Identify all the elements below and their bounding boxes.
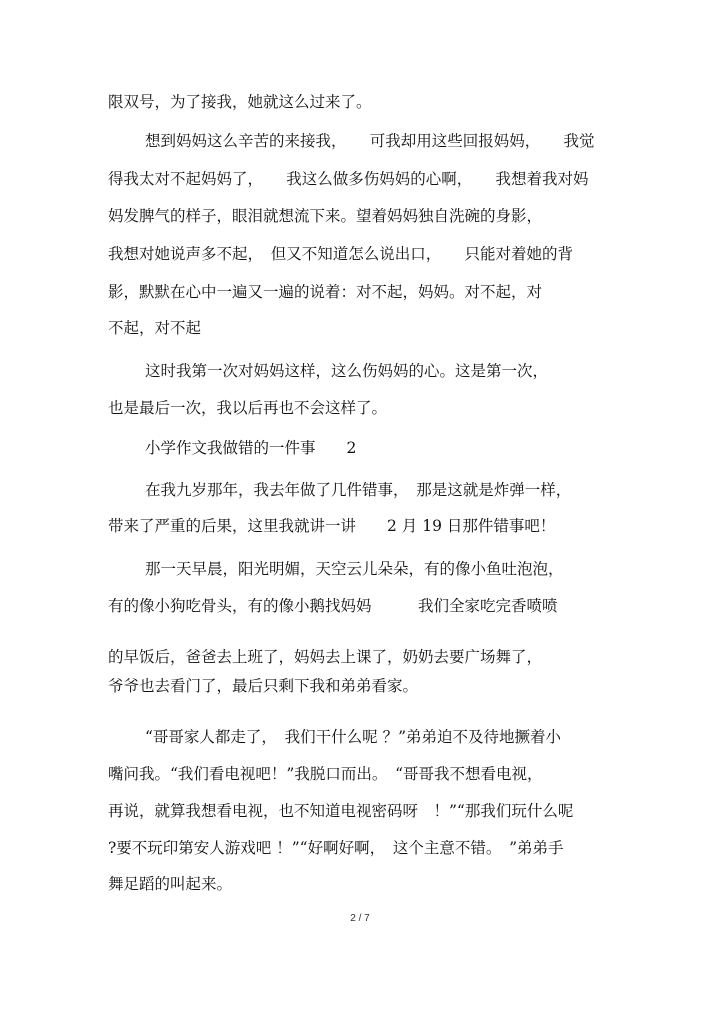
text-line: 在我九岁那年，我去年做了几件错事， 那是这就是炸弹一样， xyxy=(145,481,572,499)
text-line: 不起，对不起 xyxy=(108,319,202,337)
text-line: 也是最后一次，我以后再也不会这样了。 xyxy=(108,399,388,417)
section-heading: 小学作文我做错的一件事 2 xyxy=(145,439,357,457)
text-line: 再说，就算我想看电视，也不知道电视密码呀 ！”“那我们玩什么呢 xyxy=(108,802,574,820)
text-line: 那一天早晨，阳光明媚，天空云儿朵朵，有的像小鱼吐泡泡， xyxy=(145,560,564,578)
text-line: 影，默默在心中一遍又一遍的说着：对不起，妈妈。对不起，对 xyxy=(108,283,543,301)
text-line: 限双号，为了接我，她就这么过来了。 xyxy=(108,93,372,111)
text-line: 爷爷也去看门了，最后只剩下我和弟弟看家。 xyxy=(108,677,419,695)
text-line: 有的像小狗吃骨头，有的像小鹅找妈妈 我们全家吃完香喷喷 xyxy=(108,597,558,615)
text-line: 这时我第一次对妈妈这样，这么伤妈妈的心。这是第一次， xyxy=(145,362,549,380)
text-line: 得我太对不起妈妈了， 我这么做多伤妈妈的心啊， 我想着我对妈 xyxy=(108,170,589,188)
text-line: ?要不玩印第安人游戏吧 ！”“好啊好啊， 这个主意不错。 ”弟弟手 xyxy=(108,839,564,857)
page-number: 2 / 7 xyxy=(350,913,370,924)
text-line: 妈发脾气的样子，眼泪就想流下来。望着妈妈独自洗碗的身影， xyxy=(108,207,543,225)
text-line: 嘴问我。“我们看电视吧！”我脱口而出。 “哥哥我不想看电视， xyxy=(108,765,543,783)
text-line: 带来了严重的后果，这里我就讲一讲 2 月 19 日那件错事吧！ xyxy=(108,517,556,535)
text-line: 想到妈妈这么辛苦的来接我， 可我却用这些回报妈妈， 我觉 xyxy=(145,132,595,150)
text-line: 我想对她说声多不起， 但又不知道怎么说出口， 只能对着她的背 xyxy=(108,245,574,263)
text-line: 的早饭后，爸爸去上班了，妈妈去上课了，奶奶去要广场舞了， xyxy=(108,648,543,666)
text-line: “哥哥家人都走了， 我们干什么呢 ？”弟弟迫不及待地撅着小 xyxy=(145,728,562,746)
text-line: 舞足蹈的叫起来。 xyxy=(108,875,233,893)
